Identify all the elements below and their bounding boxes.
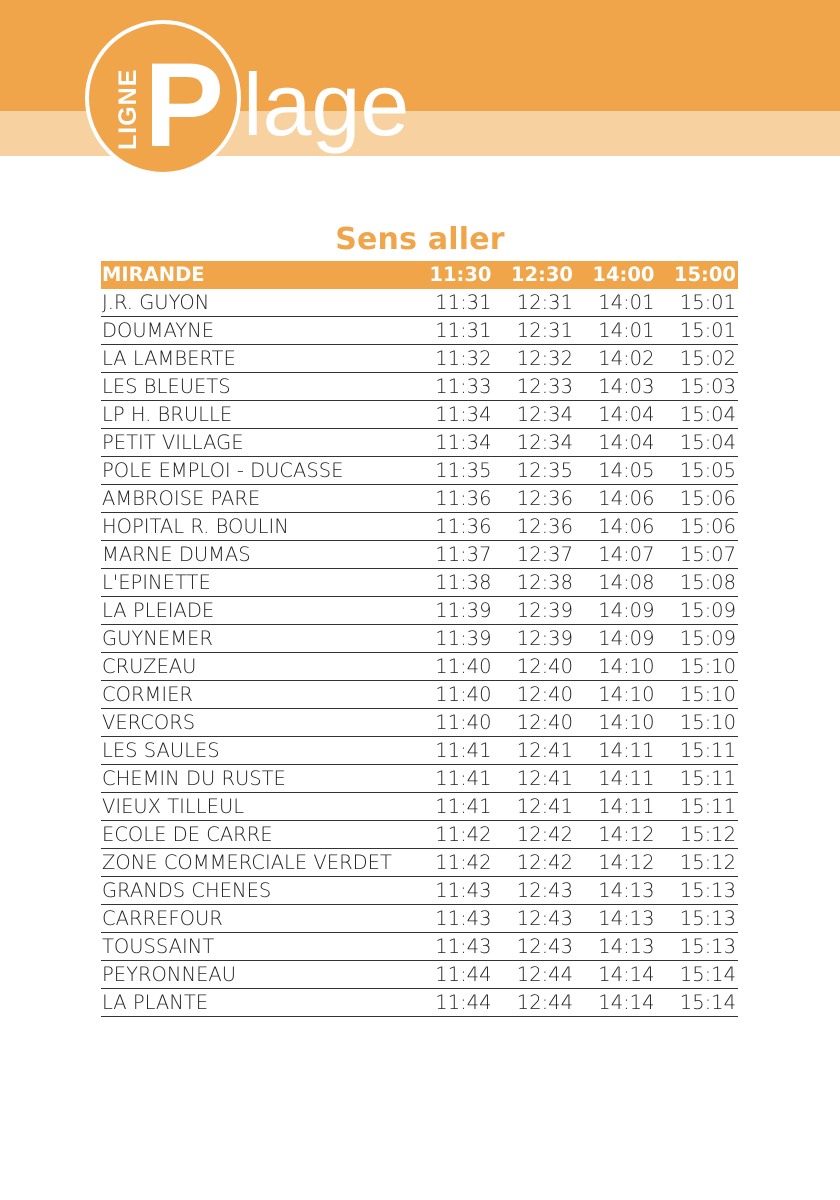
stop-time: 15:10: [657, 681, 739, 709]
stop-time: 14:11: [575, 793, 657, 821]
table-row: [101, 849, 738, 877]
stop-time: 14:13: [575, 933, 657, 961]
stop-time: 12:33: [494, 373, 576, 401]
stop-time: 12:39: [494, 597, 576, 625]
stop-name: POLE EMPLOI - DUCASSE: [101, 457, 412, 485]
table-row: [101, 905, 738, 933]
stop-name: LA PLANTE: [101, 989, 412, 1017]
table-row: [101, 877, 738, 905]
stop-time: 15:10: [657, 709, 739, 737]
stop-time: 12:40: [494, 681, 576, 709]
stop-name: LES BLEUETS: [101, 373, 412, 401]
table-row: [101, 457, 738, 485]
stop-time: 14:07: [575, 541, 657, 569]
departure-time: 11:30: [412, 261, 494, 289]
stop-name: LA LAMBERTE: [101, 345, 412, 373]
stop-time: 12:40: [494, 653, 576, 681]
stop-time: 12:41: [494, 737, 576, 765]
departure-time: 12:30: [494, 261, 576, 289]
stop-time: 11:31: [412, 289, 494, 317]
stop-time: 15:04: [657, 401, 739, 429]
stop-time: 15:11: [657, 765, 739, 793]
stop-time: 11:43: [412, 905, 494, 933]
stop-time: 14:06: [575, 513, 657, 541]
stop-time: 15:02: [657, 345, 739, 373]
stop-time: 15:08: [657, 569, 739, 597]
stop-name: VERCORS: [101, 709, 412, 737]
table-row: [101, 429, 738, 457]
stop-name: L'EPINETTE: [101, 569, 412, 597]
stop-time: 14:06: [575, 485, 657, 513]
stop-time: 15:01: [657, 289, 739, 317]
stop-name: MARNE DUMAS: [101, 541, 412, 569]
table-row: [101, 401, 738, 429]
stop-time: 12:40: [494, 709, 576, 737]
stop-time: 14:12: [575, 821, 657, 849]
stop-time: 14:02: [575, 345, 657, 373]
stop-time: 14:14: [575, 989, 657, 1017]
stop-time: 12:36: [494, 485, 576, 513]
table-row: [101, 597, 738, 625]
stop-time: 12:32: [494, 345, 576, 373]
stop-time: 12:34: [494, 401, 576, 429]
stop-time: 12:41: [494, 793, 576, 821]
stop-time: 14:01: [575, 289, 657, 317]
stop-time: 14:09: [575, 625, 657, 653]
stop-time: 11:39: [412, 597, 494, 625]
stop-time: 12:35: [494, 457, 576, 485]
table-row: [101, 765, 738, 793]
departure-time: 14:00: [575, 261, 657, 289]
stop-name: CARREFOUR: [101, 905, 412, 933]
stop-time: 15:06: [657, 513, 739, 541]
stop-time: 15:09: [657, 597, 739, 625]
logo-word: lage: [243, 55, 410, 154]
stop-time: 11:31: [412, 317, 494, 345]
stop-time: 11:34: [412, 401, 494, 429]
stop-name: TOUSSAINT: [101, 933, 412, 961]
stop-name: CORMIER: [101, 681, 412, 709]
stop-time: 15:11: [657, 793, 739, 821]
stop-name: LP H. BRULLE: [101, 401, 412, 429]
stop-time: 14:10: [575, 653, 657, 681]
stop-time: 12:44: [494, 961, 576, 989]
stop-name: J.R. GUYON: [101, 289, 412, 317]
stop-time: 14:13: [575, 905, 657, 933]
stop-time: 15:05: [657, 457, 739, 485]
table-row: [101, 653, 738, 681]
table-row: [101, 709, 738, 737]
timetable: [101, 261, 738, 1017]
table-row: [101, 961, 738, 989]
stop-time: 12:43: [494, 877, 576, 905]
stop-time: 11:41: [412, 793, 494, 821]
table-row: [101, 681, 738, 709]
stop-name: ECOLE DE CARRE: [101, 821, 412, 849]
stop-time: 11:36: [412, 485, 494, 513]
stop-time: 15:13: [657, 905, 739, 933]
stop-time: 15:12: [657, 849, 739, 877]
table-row: [101, 373, 738, 401]
stop-time: 11:33: [412, 373, 494, 401]
stop-time: 14:09: [575, 597, 657, 625]
stop-name: CRUZEAU: [101, 653, 412, 681]
stop-time: 12:41: [494, 765, 576, 793]
stop-name: HOPITAL R. BOULIN: [101, 513, 412, 541]
stop-time: 14:08: [575, 569, 657, 597]
stop-time: 14:04: [575, 401, 657, 429]
table-row: [101, 317, 738, 345]
stop-time: 11:44: [412, 961, 494, 989]
stop-time: 11:34: [412, 429, 494, 457]
stop-time: 11:37: [412, 541, 494, 569]
stop-time: 15:13: [657, 933, 739, 961]
table-row: [101, 793, 738, 821]
timetable-header-row: [101, 261, 738, 289]
stop-time: 11:40: [412, 709, 494, 737]
stop-time: 11:42: [412, 821, 494, 849]
stop-time: 15:11: [657, 737, 739, 765]
stop-name: GRANDS CHENES: [101, 877, 412, 905]
stop-time: 11:42: [412, 849, 494, 877]
stop-time: 14:14: [575, 961, 657, 989]
stop-time: 14:01: [575, 317, 657, 345]
stop-time: 14:11: [575, 737, 657, 765]
stop-name: PETIT VILLAGE: [101, 429, 412, 457]
stop-name: LA PLEIADE: [101, 597, 412, 625]
ligne-plage-logo: [0, 0, 840, 180]
stop-time: 15:10: [657, 653, 739, 681]
stop-name: DOUMAYNE: [101, 317, 412, 345]
stop-time: 15:09: [657, 625, 739, 653]
stop-time: 14:10: [575, 709, 657, 737]
stop-time: 11:40: [412, 653, 494, 681]
table-row: [101, 513, 738, 541]
stop-name: AMBROISE PARE: [101, 485, 412, 513]
stop-name: ZONE COMMERCIALE VERDET: [101, 849, 412, 877]
origin-stop: MIRANDE: [101, 261, 412, 289]
table-row: [101, 989, 738, 1017]
stop-time: 14:04: [575, 429, 657, 457]
stop-time: 12:38: [494, 569, 576, 597]
stop-time: 15:12: [657, 821, 739, 849]
stop-time: 14:05: [575, 457, 657, 485]
stop-time: 11:38: [412, 569, 494, 597]
stop-time: 11:35: [412, 457, 494, 485]
departure-time: 15:00: [657, 261, 739, 289]
stop-time: 15:13: [657, 877, 739, 905]
stop-time: 11:39: [412, 625, 494, 653]
stop-time: 15:14: [657, 989, 739, 1017]
stop-time: 11:41: [412, 765, 494, 793]
stop-time: 11:43: [412, 933, 494, 961]
table-row: [101, 821, 738, 849]
table-row: [101, 485, 738, 513]
stop-time: 14:12: [575, 849, 657, 877]
logo-small-text: LIGNE: [114, 68, 142, 150]
stop-time: 12:37: [494, 541, 576, 569]
stop-time: 14:11: [575, 765, 657, 793]
stop-name: PEYRONNEAU: [101, 961, 412, 989]
stop-time: 11:41: [412, 737, 494, 765]
logo-letter: P: [144, 38, 225, 172]
table-row: [101, 737, 738, 765]
stop-time: 12:44: [494, 989, 576, 1017]
section-title: Sens aller: [335, 222, 505, 257]
table-row: [101, 289, 738, 317]
table-row: [101, 625, 738, 653]
stop-time: 11:40: [412, 681, 494, 709]
stop-name: LES SAULES: [101, 737, 412, 765]
stop-time: 11:32: [412, 345, 494, 373]
stop-time: 15:06: [657, 485, 739, 513]
stop-time: 12:36: [494, 513, 576, 541]
table-row: [101, 569, 738, 597]
stop-time: 15:03: [657, 373, 739, 401]
stop-time: 15:07: [657, 541, 739, 569]
stop-time: 15:01: [657, 317, 739, 345]
stop-name: GUYNEMER: [101, 625, 412, 653]
stop-name: CHEMIN DU RUSTE: [101, 765, 412, 793]
table-row: [101, 345, 738, 373]
stop-time: 11:36: [412, 513, 494, 541]
stop-time: 11:44: [412, 989, 494, 1017]
stop-time: 12:42: [494, 821, 576, 849]
stop-time: 12:43: [494, 933, 576, 961]
stop-time: 12:43: [494, 905, 576, 933]
stop-time: 12:34: [494, 429, 576, 457]
stop-time: 11:43: [412, 877, 494, 905]
table-row: [101, 933, 738, 961]
stop-time: 14:13: [575, 877, 657, 905]
stop-time: 15:04: [657, 429, 739, 457]
stop-time: 12:39: [494, 625, 576, 653]
stop-time: 12:42: [494, 849, 576, 877]
stop-name: VIEUX TILLEUL: [101, 793, 412, 821]
stop-time: 12:31: [494, 317, 576, 345]
stop-time: 12:31: [494, 289, 576, 317]
stop-time: 14:10: [575, 681, 657, 709]
stop-time: 14:03: [575, 373, 657, 401]
table-row: [101, 541, 738, 569]
stop-time: 15:14: [657, 961, 739, 989]
